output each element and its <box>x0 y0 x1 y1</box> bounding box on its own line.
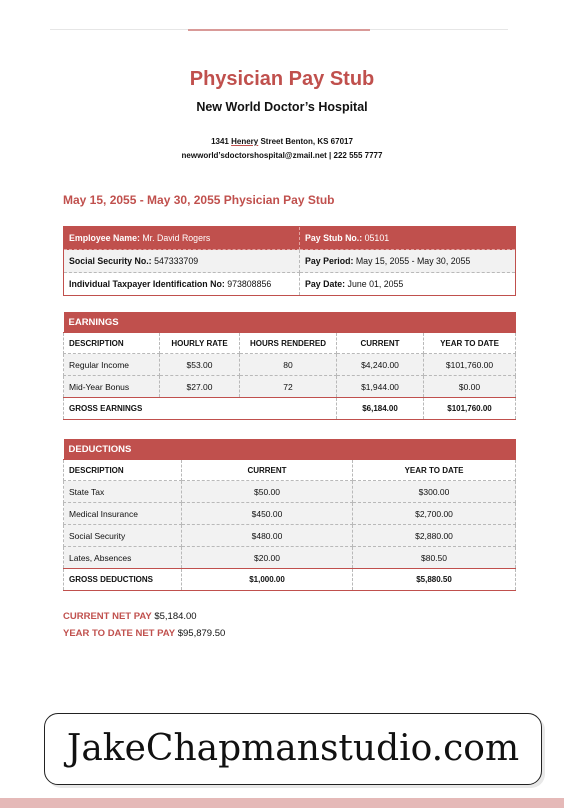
table-cell: $2,700.00 <box>353 503 516 525</box>
column-header: HOURS RENDERED <box>240 333 337 354</box>
employee-name-cell <box>64 227 300 250</box>
page-title: Physician Pay Stub <box>189 68 375 90</box>
ytd-net-pay-label: YEAR TO DATE NET PAY <box>63 628 176 639</box>
table-cell: Lates, Absences <box>64 547 182 569</box>
ytd-net-pay <box>63 628 225 639</box>
table-cell: $300.00 <box>353 481 516 503</box>
column-header: DESCRIPTION <box>64 333 160 354</box>
table-cell: $27.00 <box>160 376 240 398</box>
table-cell: $0.00 <box>424 376 516 398</box>
table-row <box>64 376 516 398</box>
deductions-total-row <box>64 569 516 591</box>
table-row <box>64 250 516 273</box>
address-street-word: Henery <box>231 137 259 146</box>
gross-deductions-current: $1,000.00 <box>182 569 353 591</box>
employee-name-label: Employee Name: <box>69 233 140 243</box>
table-cell: $450.00 <box>182 503 353 525</box>
table-cell: $50.00 <box>182 481 353 503</box>
earnings-table <box>63 312 516 420</box>
pay-date-label: Pay Date: <box>305 279 346 289</box>
table-cell: $53.00 <box>160 354 240 376</box>
table-cell: $480.00 <box>182 525 353 547</box>
pay-stub-no-value: 05101 <box>364 233 390 243</box>
earnings-section-bar <box>64 312 516 333</box>
ssn-label: Social Security No.: <box>69 256 152 266</box>
table-cell: Mid-Year Bonus <box>64 376 160 398</box>
current-net-pay-label: CURRENT NET PAY <box>63 611 152 622</box>
ytd-net-pay-value: $95,879.50 <box>177 628 226 639</box>
table-cell: $80.50 <box>353 547 516 569</box>
table-cell: Social Security <box>64 525 182 547</box>
current-net-pay <box>63 611 197 622</box>
table-row <box>64 481 516 503</box>
gross-earnings-current: $6,184.00 <box>337 398 424 420</box>
gross-deductions-label: GROSS DEDUCTIONS <box>64 569 182 591</box>
earnings-header-row <box>64 333 516 354</box>
itin-cell <box>64 273 300 296</box>
address-rest: Street Benton, KS 67017 <box>260 137 353 146</box>
address-number: 1341 <box>211 137 229 146</box>
itin-value: 973808856 <box>227 279 272 289</box>
top-accent-line <box>188 29 370 31</box>
table-row <box>64 525 516 547</box>
column-header: HOURLY RATE <box>160 333 240 354</box>
hospital-contact: newworld’sdoctorshospital@zmail.net | 222 555 7777 <box>181 151 383 160</box>
earnings-total-row <box>64 398 516 420</box>
pay-period-heading: May 15, 2055 - May 30, 2055 Physician Pay Stub <box>63 193 335 207</box>
gross-earnings-ytd: $101,760.00 <box>424 398 516 420</box>
pay-period-value: May 15, 2055 - May 30, 2055 <box>355 256 471 266</box>
ssn-value: 547333709 <box>154 256 199 266</box>
gross-earnings-label: GROSS EARNINGS <box>64 398 337 420</box>
itin-label: Individual Taxpayer Identification No: <box>69 279 225 289</box>
deductions-table <box>63 439 516 591</box>
column-header: CURRENT <box>182 460 353 481</box>
pay-date-cell <box>300 273 516 296</box>
employee-info-table <box>63 226 516 296</box>
table-cell: $101,760.00 <box>424 354 516 376</box>
column-header: DESCRIPTION <box>64 460 182 481</box>
column-header: YEAR TO DATE <box>424 333 516 354</box>
table-row <box>64 354 516 376</box>
table-cell: $1,944.00 <box>337 376 424 398</box>
table-cell: Medical Insurance <box>64 503 182 525</box>
column-header: CURRENT <box>337 333 424 354</box>
hospital-name: New World Doctor’s Hospital <box>196 100 368 114</box>
gross-deductions-ytd: $5,880.50 <box>353 569 516 591</box>
deductions-section-bar <box>64 439 516 460</box>
table-row <box>64 503 516 525</box>
table-cell: 80 <box>240 354 337 376</box>
table-cell: Regular Income <box>64 354 160 376</box>
table-cell: $2,880.00 <box>353 525 516 547</box>
pay-stub-no-cell <box>300 227 516 250</box>
table-row <box>64 547 516 569</box>
table-cell: $20.00 <box>182 547 353 569</box>
pay-stub-no-label: Pay Stub No.: <box>305 233 363 243</box>
section-title: DEDUCTIONS <box>64 439 516 460</box>
pay-period-cell <box>300 250 516 273</box>
watermark-banner: JakeChapmanstudio.com <box>44 713 542 785</box>
employee-name-value: Mr. David Rogers <box>142 233 211 243</box>
deductions-header-row <box>64 460 516 481</box>
table-cell: $4,240.00 <box>337 354 424 376</box>
hospital-address <box>0 137 564 146</box>
pay-date-value: June 01, 2055 <box>347 279 404 289</box>
bottom-color-band <box>0 798 564 808</box>
pay-period-label: Pay Period: <box>305 256 354 266</box>
table-cell: 72 <box>240 376 337 398</box>
section-title: EARNINGS <box>64 312 516 333</box>
column-header: YEAR TO DATE <box>353 460 516 481</box>
table-row <box>64 273 516 296</box>
table-row <box>64 227 516 250</box>
table-cell: State Tax <box>64 481 182 503</box>
ssn-cell <box>64 250 300 273</box>
current-net-pay-value: $5,184.00 <box>154 611 197 622</box>
